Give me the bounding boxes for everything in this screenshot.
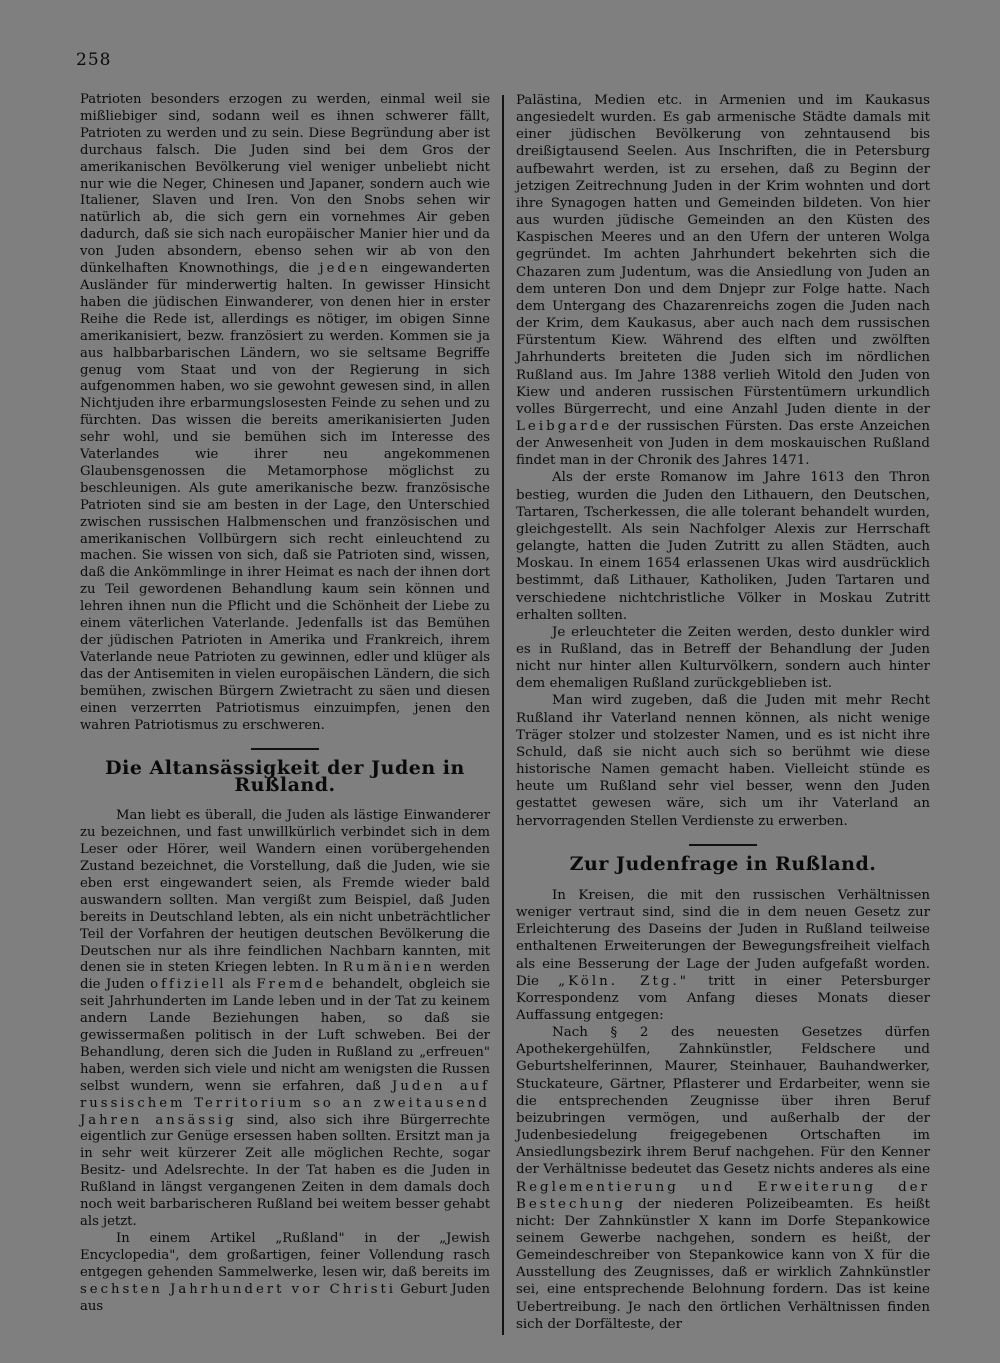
text: Patrioten besonders erzogen zu werden, einmal weil sie mißliebiger sind, sodann weil es ihnen schwerer fällt, Patrioten zu werden und zu sein. Diese Begründung aber ist durchaus falsch. Die Juden sind bei dem Gros der amerikanischen Bevölkerung viel weniger unbeliebt nicht nur wie die Neger, Chinesen und Japaner, sondern auch wie Italiener, Slaven und Iren. Von den Snobs sehen wir natürlich ab, die sich gern ein vornehmes Air geben dadurch, daß sie sich nach europäischer Manier hier und da von Juden absondern, ebenso sehen wir ab von den dünkelhaften Knownothings, die (80, 92, 490, 277)
spaced-text: offiziell (150, 977, 227, 993)
paragraph: Als der erste Romanow im Jahre 1613 den Thron bestieg, wurden die Juden den Lithauern, den Deutschen, Tartaren, Tscherkessen, die alle tolerant behandelt wurden, gleichgestellt. Als sein Nachfolger Alexis zur Herrschaft gelangte, hatten die Juden Zutritt zu allen Städten, auch Moskau. In einem 1654 erlassenen Ukas wird ausdrücklich bestimmt, daß Lithauer, Katholiken, Juden Tartaren und verschiedene nichtchristliche Völker in Moskau Zutritt erhalten sollten. (516, 470, 930, 623)
spaced-text: Rumänien (342, 960, 435, 976)
text: als (232, 977, 251, 993)
text: der russischen Fürsten. Das erste Anzeichen der Anwesenheit von Juden in dem moskauischen Rußland findet man in der Chronik des Jahres 1471. (516, 418, 930, 469)
section-heading: Zur Judenfrage in Rußland. (569, 852, 877, 875)
paragraph (516, 887, 930, 1024)
spaced-text: jeden (319, 261, 372, 277)
spaced-text: Reglementierung und Erweiterung der Bestechung (516, 1179, 930, 1212)
paragraph (80, 1231, 490, 1316)
paragraph (80, 92, 490, 734)
text: Man liebt es überall, die Juden als lästige Einwanderer zu bezeichnen, und fast unwillkürlich verbindet sich in dem Leser oder Hörer, weil Wandern einen vorübergehenden Zustand bezeichnet, die Vorstellung, daß die Juden, wie sie eben erst eingewandert seien, als Fremde wieder bald auswandern sollten. Man vergißt zum Beispiel, daß Juden bereits in Deutschland lebten, als ein nicht unbeträchtlicher Teil der Vorfahren der heutigen deutschen Bevölkerung die Deutschen nur als ihre feindlichen Nachbarn kannten, mit denen sie in steten Kriegen lebten. In (80, 808, 490, 976)
page-number: 258 (76, 50, 112, 70)
spaced-text: sechsten Jahrhundert vor Christi (80, 1281, 397, 1297)
column-rule (502, 95, 504, 1335)
section-divider (251, 748, 319, 750)
text: eingewanderten Ausländer für minderwertig halten. In gewisser Hinsicht haben die jüdischen Einwanderer, von denen hier in erster Reihe die Rede ist, allerdings es nötiger, im obigen Sinne amerikanisiert, bezw. französiert zu werden. Kommen sie ja aus halbbarbarischen Ländern, wo sie seltsame Begriffe genug vom Staat und von der Regierung in sich aufgenommen haben, wo sie gewohnt gewesen sind, in allen Nichtjuden ihre erbarmungslosesten Feinde zu sehen und zu fürchten. Das wissen die bereits amerikanisierten Juden sehr wohl, und sie bemühen sich im Interesse des Vaterlandes wie ihrer neu angekommenen Glaubensgenossen die Metamorphose möglichst zu beschleunigen. Als gute amerikanische bezw. französische Patrioten sind sie am besten in der Lage, den Unterschied zwischen russischen Halbmenschen und französischen und amerikanischen Vollbürgern sich recht einleuchtend zu machen. Sie wissen von sich, daß sie Patrioten sind, wissen, daß die Ankömmlinge in ihrer Heimat es nach der ihnen dort zu Teil gewordenen Behandlung kaum sein können und lehren ihnen nun die Pflicht und die Schönheit der Liebe zu einem väterlichen Vaterlande. Jedenfalls ist das Bemühen der jüdischen Patrioten in Amerika und Frankreich, ihrem Vaterlande neue Patrioten zu gewinnen, edler und klüger als das der Antisemiten in vielen europäischen Ländern, die sich bemühen, zwischen Bürgern Zwietracht zu säen und diesen einen verzerrten Patriotismus einzuimpfen, jenen den wahren Patriotismus zu erschweren. (80, 261, 490, 733)
text: In Kreisen, die mit den russischen Verhältnissen weniger vertraut sind, sind die in dem neuen Gesetz zur Erleichterung des Daseins der Juden in Rußland teilweise enthaltenen Erweiterungen der Bewegungsfreiheit vielfach als eine Besserung der Lage der Juden aufgefaßt worden. Die (516, 887, 930, 989)
text: Palästina, Medien etc. in Armenien und im Kaukasus angesiedelt wurden. Es gab armenische Städte damals mit einer jüdischen Bevölkerung von zehntausend bis dreißigtausend Seelen. Aus Inschriften, die in Petersburg aufbewahrt werden, ist zu ersehen, daß zu Beginn der jetzigen Zeitrechnung Juden in der Krim wohnten und dort ihre Synagogen hatten und Gemeinden bildeten. Von hier aus wurden jüdische Gemeinden an den Küsten des Kaspischen Meeres und an den Ufern der unteren Wolga gegründet. Im achten Jahrhundert bekehrten sich die Chazaren zum Judentum, was die Ansiedlung von Juden an dem unteren Don und dem Dnjepr zur Folge hatte. Nach dem Untergang des Chazarenreichs zogen die Juden nach der Krim, dem Kaukasus, aber auch nach dem russischen Fürstentum Kiew. Während des elften und zwölften Jahrhunderts breiteten die Juden sich im nördlichen Rußland aus. Im Jahre 1388 verlieh Witold den Juden von Kiew und anderen russischen Fürstentümern urkundlich volles Bürgerrecht, und eine Anzahl Juden diente in der (516, 93, 930, 417)
paragraph: Je erleuchteter die Zeiten werden, desto dunkler wird es in Rußland, das in Betreff der Behandlung der Juden nicht nur hinter allen Kulturvölkern, sondern auch hinter dem ehemaligen Rußland zurückgeblieben ist. (516, 624, 930, 692)
spaced-text: „Köln. Ztg." (558, 973, 689, 989)
section-heading: Die Altansässigkeit der Juden in Rußland. (105, 757, 465, 797)
paragraph (516, 1024, 930, 1333)
text: Geburt Juden aus (80, 1281, 490, 1314)
paragraph: Man wird zugeben, daß die Juden mit mehr Recht Rußland ihr Vaterland nennen können, als nicht wenige Träger stolzer und stolzester Namen, und es ist nicht ihre Schuld, daß sie nicht auch sich so berühmt wie diese historische Namen gemacht haben. Vielleicht stünde es heute um Rußland sehr viel besser, wenn den Juden gestattet gewesen wäre, sich um ihr Vaterland an hervorragenden Stellen Verdienste zu erwerben. (516, 693, 930, 829)
paragraph (80, 808, 490, 1231)
spaced-text: Juden auf russischem Territorium so an zweitausend Jahren ansässig (80, 1078, 490, 1128)
text: behandelt, obgleich sie seit Jahrhunderten im Lande leben und in der Tat zu keinem andern Lande Beziehungen haben, so daß sie gewissermaßen politisch in der Luft schweben. Bei der Behandlung, deren sich die Juden in Rußland zu „erfreuen" haben, werden sich viele und nicht am wenigsten die Russen selbst wundern, wenn sie erfahren, daß (80, 977, 490, 1094)
text: werden die Juden (80, 960, 491, 993)
text: tritt in einer Petersburger Korrespondenz vom Anfang dieses Monats dieser Auffassung entgegen: (516, 973, 930, 1023)
text: der niederen Polizeibeamten. Es heißt nicht: Der Zahnkünstler X kann im Dorfe Stepankowice seinem Gewerbe nachgehen, sondern es heißt, der Gemeindeschreiber von Stepankowice kann von X für die Ausstellung des Zeugnisses, daß er wirklich Zahnkünstler sei, eine entsprechende Belohnung fordern. Das ist keine Uebertreibung. Je nach den örtlichen Verhältnissen finden sich der Dorfälteste, der (516, 1196, 930, 1332)
right-column (516, 92, 930, 1333)
text: Nach § 2 des neuesten Gesetzes dürfen Apothekergehülfen, Zahnkünstler, Feldschere und Geburtshelferinnen, Maurer, Steinhauer, Bauhandwerker, Stuckateure, Gärtner, Pflasterer und Erdarbeiter, wenn sie die entsprechenden Zeugnisse über ihren Beruf beizubringen vermögen, und außerhalb der der Judenbesiedelung freigegebenen Ortschaften im Ansiedlungsbezirk ihrem Beruf nachgehen. Für den Kenner der Verhältnisse bedeutet das Gesetz nichts anderes als eine (516, 1025, 930, 1178)
paragraph (516, 92, 930, 469)
text: sind, also sich ihre Bürgerrechte eigentlich zur Genüge ersessen haben sollten. Ersitzt man ja in sehr weit kürzerer Zeit alle möglichen Rechte, sogar Besitz- und Adelsrechte. In der Tat haben es die Juden in Rußland in längst vergangenen Zeiten in dem damals doch noch weit barbarischeren Rußland bei weitem besser gehabt als jetzt. (80, 1112, 490, 1229)
section-divider (689, 844, 757, 846)
left-column (80, 92, 490, 1315)
text: In einem Artikel „Rußland" in der „Jewish Encyclopedia", dem großartigen, feiner Vollendung rasch entgegen gehenden Sammelwerke, lesen wir, daß bereits im (80, 1230, 490, 1280)
spaced-text: Fremde (256, 977, 327, 993)
spaced-text: Leibgarde (516, 418, 613, 434)
